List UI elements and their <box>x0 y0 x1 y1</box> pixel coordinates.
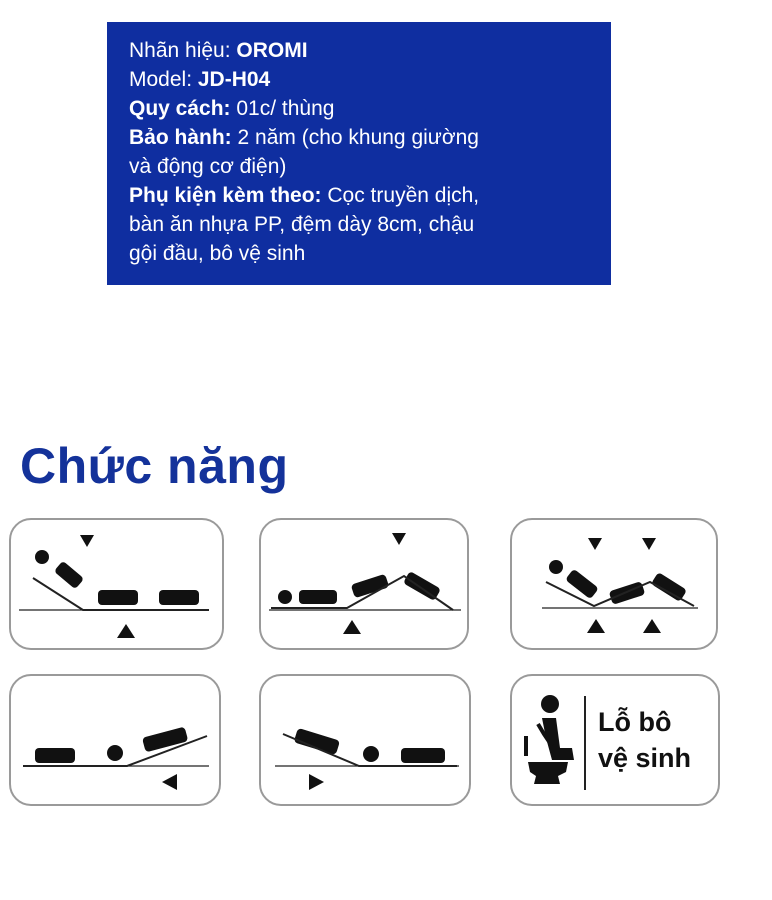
model-line: Model: JD-H04 <box>129 68 271 91</box>
warranty-value: 2 năm (cho khung giường <box>231 126 479 149</box>
accessories-line: Phụ kiện kèm theo: Cọc truyền dịch, <box>129 184 480 207</box>
tilt-left-icon <box>11 676 223 808</box>
tilt-right-icon <box>261 676 473 808</box>
back-raise-icon <box>11 520 226 652</box>
accessories-line-2: bàn ăn nhựa PP, đệm dày 8cm, chậu <box>129 213 475 236</box>
toilet-divider <box>584 696 586 790</box>
function-card-back-knee-raise <box>510 518 718 650</box>
back-and-knee-raise-icon <box>512 520 720 652</box>
packing-value: 01c/ thùng <box>230 97 335 120</box>
function-card-back-raise <box>9 518 224 650</box>
packing-line: Quy cách: 01c/ thùng <box>129 97 335 120</box>
brand-line: Nhãn hiệu: OROMI <box>129 39 308 62</box>
brand-value: OROMI <box>236 39 308 62</box>
function-card-tilt-left <box>9 674 221 806</box>
function-card-knee-raise <box>259 518 469 650</box>
function-card-toilet-hole <box>510 674 720 806</box>
product-spec-box <box>107 22 611 285</box>
functions-title: Chức năng <box>20 438 289 494</box>
knee-raise-icon <box>261 520 471 652</box>
warranty-line-2: và động cơ điện) <box>129 155 287 178</box>
warranty-line: Bảo hành: 2 năm (cho khung giường <box>129 126 479 149</box>
function-card-tilt-right <box>259 674 471 806</box>
accessories-value: Cọc truyền dịch, <box>321 184 480 207</box>
toilet-icon <box>512 676 582 808</box>
toilet-label: Lỗ bô vệ sinh <box>598 707 692 773</box>
model-value: JD-H04 <box>197 68 271 91</box>
accessories-line-3: gội đầu, bô vệ sinh <box>129 242 306 265</box>
